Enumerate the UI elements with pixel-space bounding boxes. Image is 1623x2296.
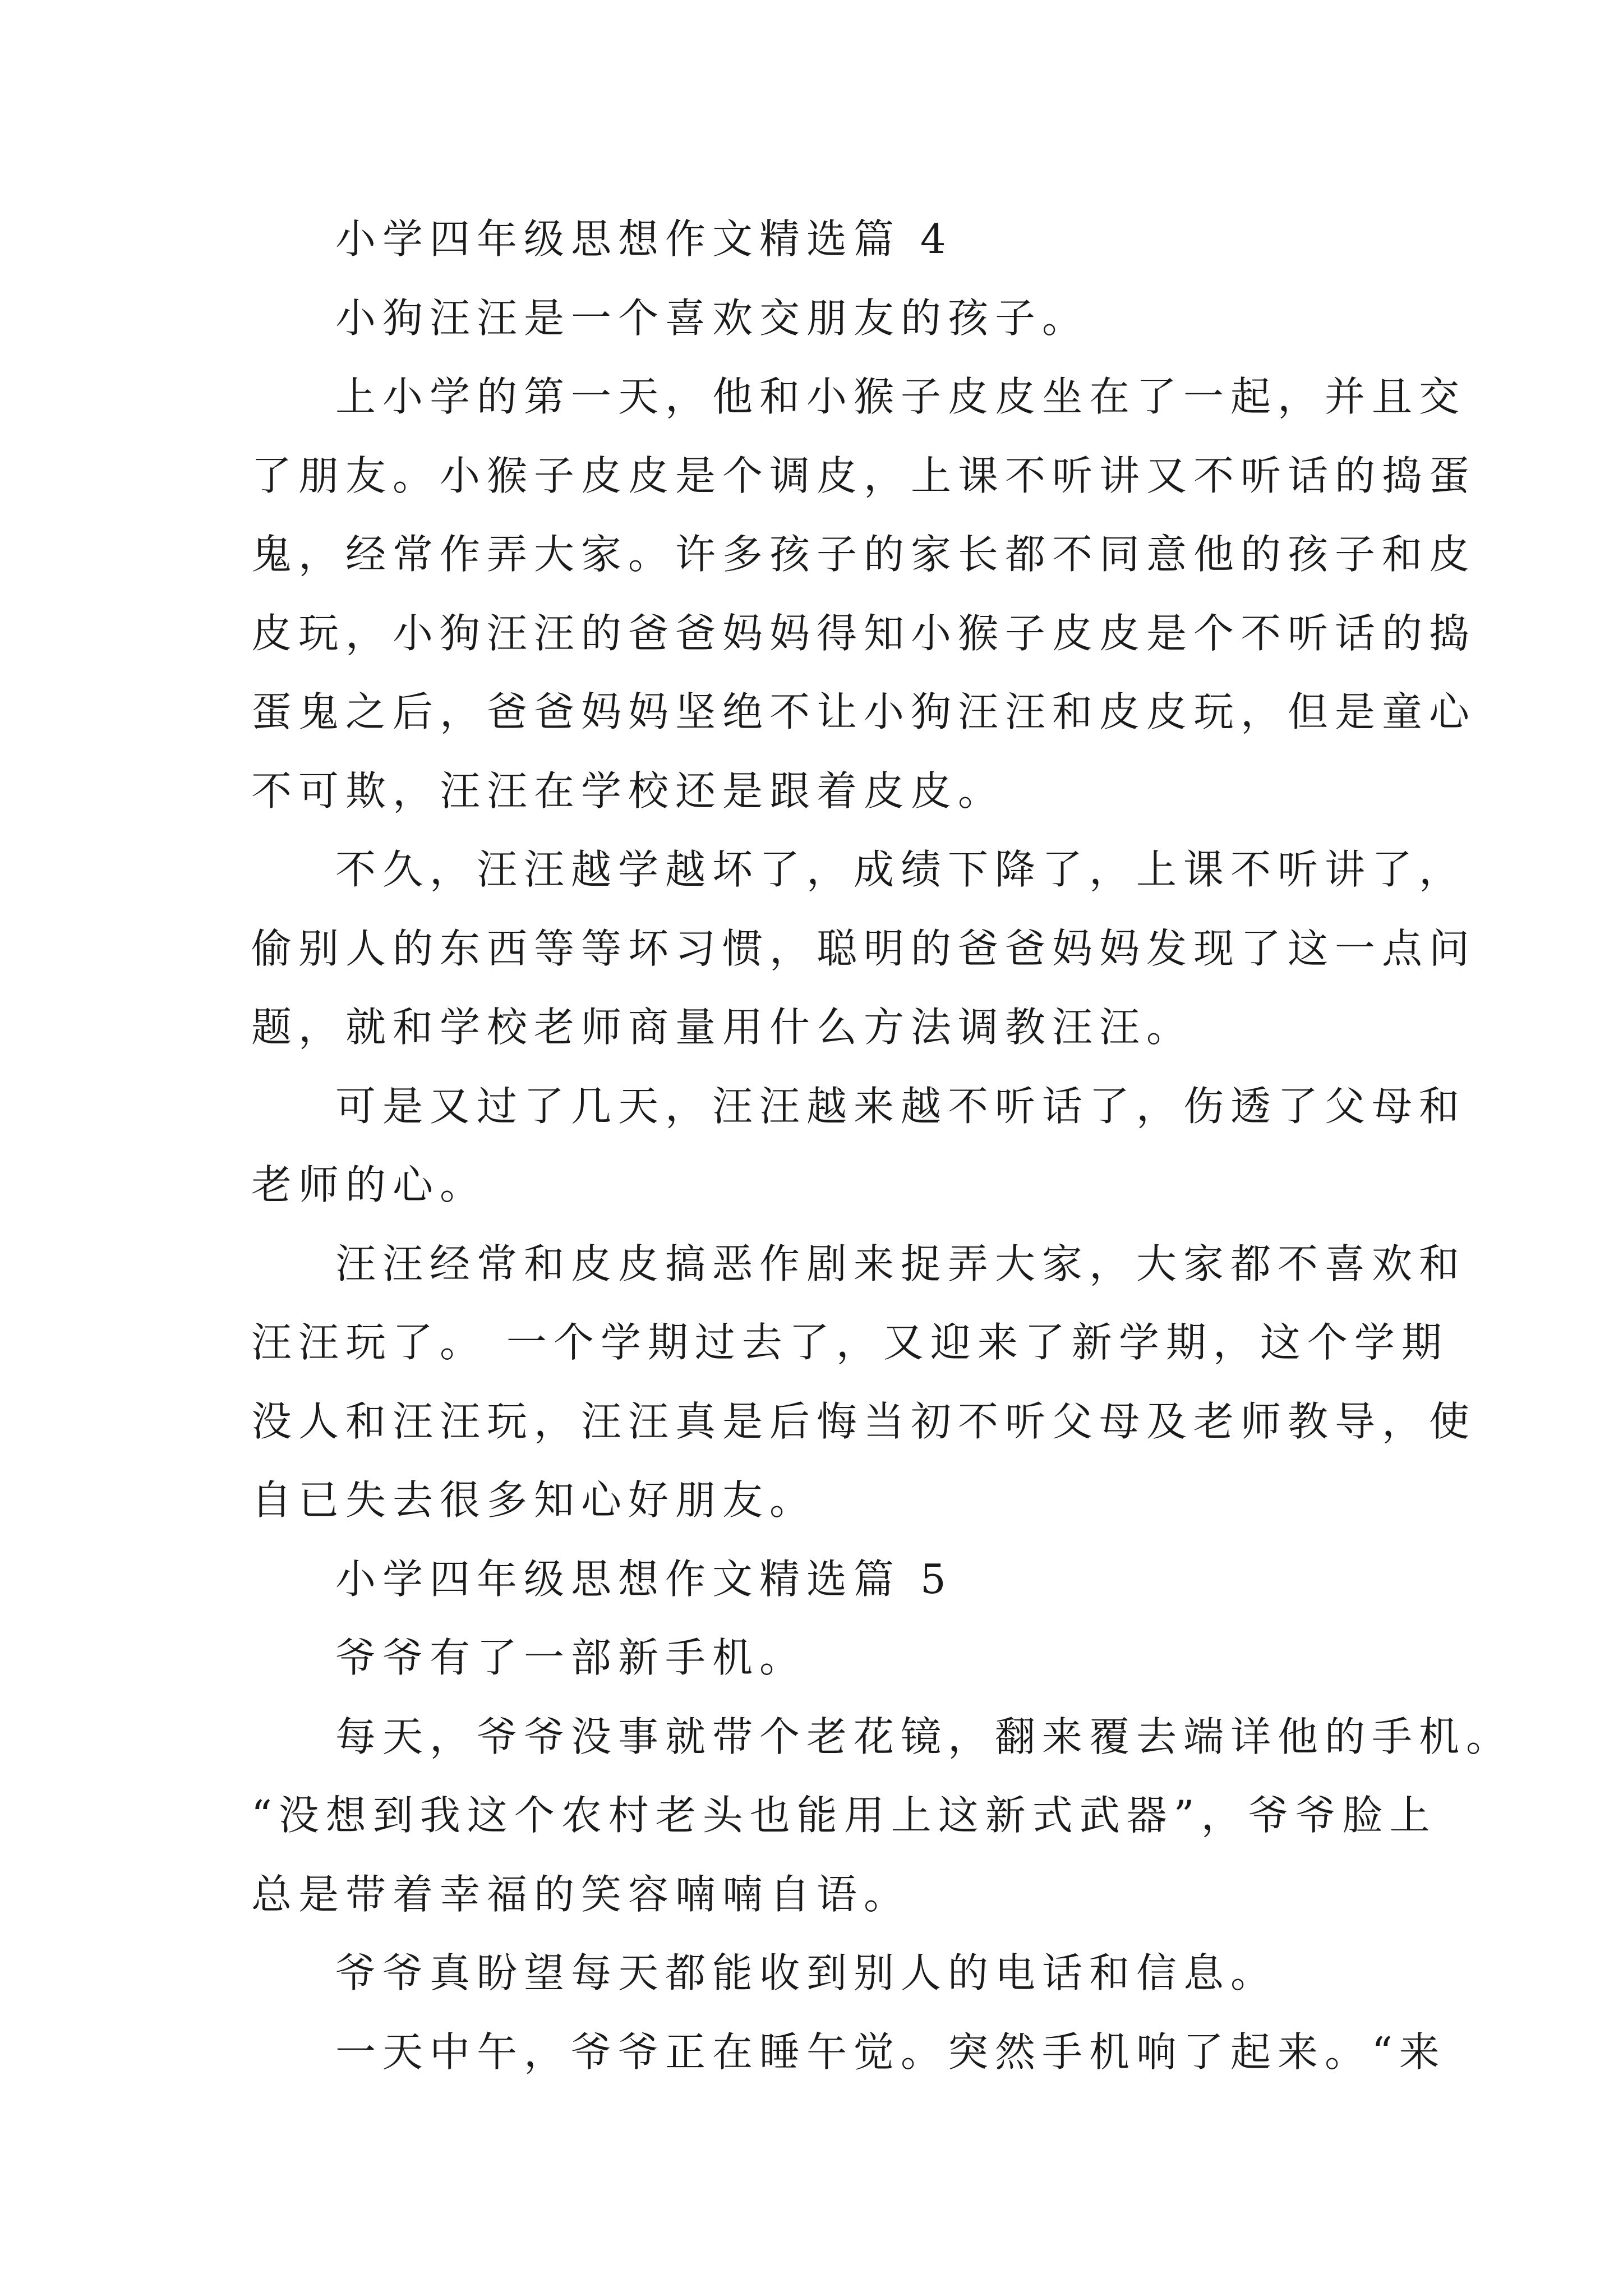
text-line: 偷别人的东西等等坏习惯，聪明的爸爸妈妈发现了这一点问 — [251, 925, 1477, 972]
text-line: 没人和汪汪玩，汪汪真是后悔当初不听父母及老师教导，使 — [251, 1398, 1477, 1445]
section-heading-5: 小学四年级思想作文精选篇 5 — [335, 1556, 953, 1603]
text-line: 每天，爷爷没事就带个老花镜，翻来覆去端详他的手机。 — [335, 1713, 1514, 1760]
text-line: 总是带着幸福的笑容喃喃自语。 — [251, 1871, 911, 1918]
text-line: “没想到我这个农村老头也能用上这新式武器”，爷爷脸上 — [251, 1792, 1437, 1839]
section-heading-4: 小学四年级思想作文精选篇 4 — [335, 215, 953, 263]
text-line: 不久，汪汪越学越坏了，成绩下降了，上课不听讲了， — [335, 846, 1467, 893]
text-line: 不可欺，汪汪在学校还是跟着皮皮。 — [251, 767, 1006, 815]
text-line: 汪汪经常和皮皮搞恶作剧来捉弄大家，大家都不喜欢和 — [335, 1240, 1467, 1287]
text-line: 爷爷有了一部新手机。 — [335, 1634, 807, 1681]
text-line: 皮玩，小狗汪汪的爸爸妈妈得知小猴子皮皮是个不听话的捣 — [251, 610, 1477, 657]
text-line: 了朋友。小猴子皮皮是个调皮，上课不听讲又不听话的捣蛋 — [251, 452, 1477, 499]
text-line: 自已失去很多知心好朋友。 — [251, 1476, 817, 1524]
text-line: 汪汪玩了。 一个学期过去了，又迎来了新学期，这个学期 — [251, 1319, 1449, 1366]
text-line: 小狗汪汪是一个喜欢交朋友的孩子。 — [335, 295, 1090, 342]
text-line: 题，就和学校老师商量用什么方法调教汪汪。 — [251, 1004, 1194, 1051]
text-line: 一天中午，爷爷正在睡午觉。突然手机响了起来。“来 — [335, 2028, 1446, 2076]
text-line: 老师的心。 — [251, 1161, 487, 1208]
text-line: 可是又过了几天，汪汪越来越不听话了，伤透了父母和 — [335, 1083, 1467, 1130]
text-line: 鬼，经常作弄大家。许多孩子的家长都不同意他的孩子和皮 — [251, 531, 1477, 578]
text-line: 爷爷真盼望每天都能收到别人的电话和信息。 — [335, 1949, 1278, 1996]
text-line: 蛋鬼之后，爸爸妈妈坚绝不让小狗汪汪和皮皮玩，但是童心 — [251, 688, 1477, 735]
text-line: 上小学的第一天，他和小猴子皮皮坐在了一起，并且交 — [335, 373, 1467, 420]
